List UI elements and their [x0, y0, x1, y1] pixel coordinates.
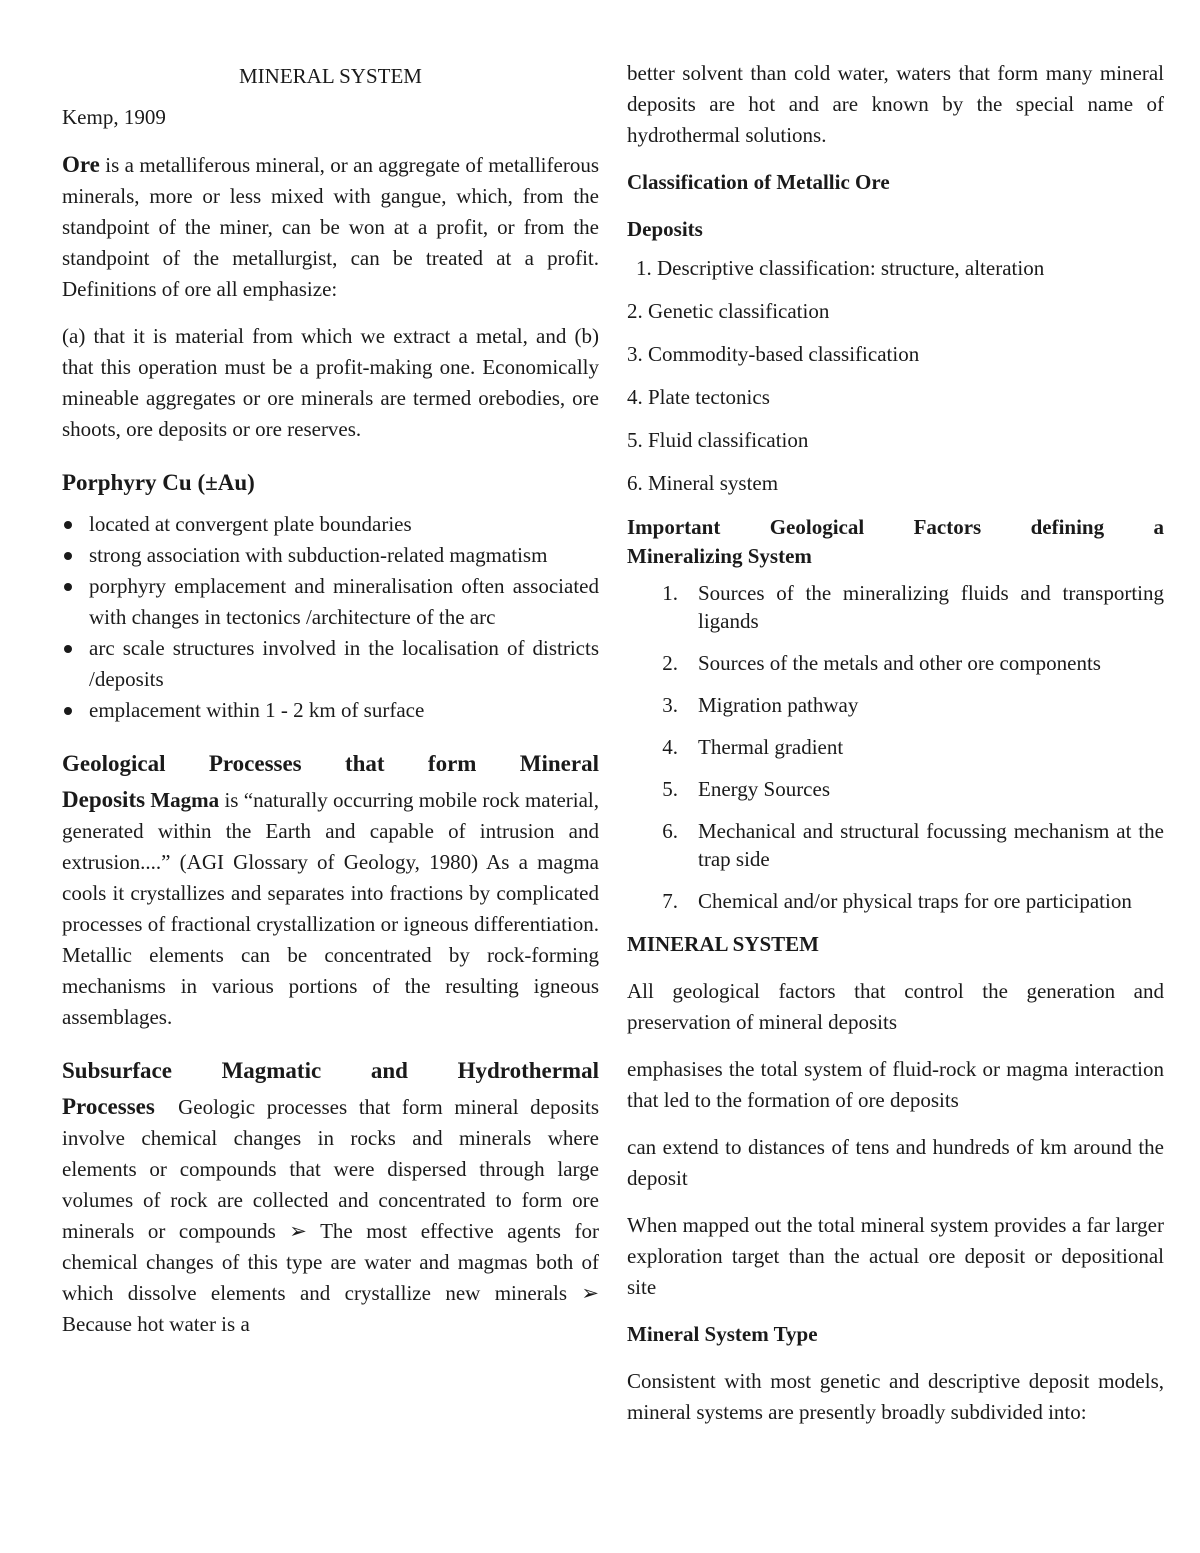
list-item-number: 7. [662, 889, 678, 913]
list-item-text: Thermal gradient [698, 735, 844, 759]
list-item-number: 4. [662, 735, 678, 759]
subsurface-heading-cont: Processes [62, 1094, 155, 1119]
list-item: porphyry emplacement and mineralisation often associated with changes in tectonics /architecture of the arc [62, 571, 599, 633]
list-item: strong association with subduction-related magmatism [62, 540, 599, 571]
list-item-number: 2. [662, 651, 678, 675]
list-item: 5. Fluid classification [627, 428, 809, 452]
mineral-system-heading: MINERAL SYSTEM [627, 932, 819, 956]
list-item: 3. Commodity-based classification [627, 342, 920, 366]
mineral-system-paragraph: emphasises the total system of fluid-rock or magma interaction that led to the formation of ore deposits [627, 1057, 1164, 1112]
mineral-system-paragraph: When mapped out the total mineral system provides a far larger exploration target than the actual ore deposit or depositional site [627, 1213, 1164, 1299]
list-item [627, 691, 1164, 719]
list-item-text: Mechanical and structural focussing mechanism at the trap side [698, 819, 1164, 871]
mineral-system-paragraph: can extend to distances of tens and hundreds of km around the deposit [627, 1135, 1164, 1190]
list-item-text: Migration pathway [698, 693, 859, 717]
ore-emphasis-paragraph: (a) that it is material from which we extract a metal, and (b) that this operation must be a profit-making one. Economically mineable aggregates or ore minerals are termed orebodies, ore shoots, ore deposits or ore reserves. [62, 324, 599, 441]
list-item: located at convergent plate boundaries [62, 509, 599, 540]
list-item-text: Energy Sources [698, 777, 830, 801]
list-item: arc scale structures involved in the localisation of districts /deposits [62, 633, 599, 695]
list-item: 1. Descriptive classification: structure, alteration [636, 256, 1045, 280]
list-item [627, 733, 1164, 761]
list-item: 6. Mineral system [627, 471, 779, 495]
factors-heading-line1: Important Geological Factors defining a [627, 515, 1164, 539]
factors-list [627, 579, 1164, 915]
list-item-number: 6. [662, 819, 678, 843]
mineral-system-type-heading: Mineral System Type [627, 1322, 818, 1346]
left-column [62, 58, 605, 1340]
list-item [627, 887, 1164, 915]
subsurface-heading: Subsurface Magmatic and Hydrothermal [62, 1058, 599, 1083]
ore-definition-paragraph [62, 149, 599, 305]
geological-processes-heading: Geological Processes that form Mineral [62, 751, 599, 776]
mineral-system-paragraph: All geological factors that control the generation and preservation of mineral deposits [627, 979, 1164, 1034]
classification-heading: Classification of Metallic Ore [627, 170, 890, 194]
continuation-paragraph: better solvent than cold water, waters that form many mineral deposits are hot and are known by the special name of hydrothermal solutions. [627, 61, 1164, 147]
porphyry-bullet-list [62, 509, 599, 726]
factors-heading-line2: Mineralizing System [627, 544, 812, 568]
factors-heading [627, 513, 1164, 571]
right-column [627, 58, 1164, 1428]
ore-term: Ore [62, 152, 100, 177]
list-item-text: Chemical and/or physical traps for ore participation [698, 889, 1132, 913]
porphyry-heading: Porphyry Cu (±Au) [62, 470, 255, 495]
document-title: MINERAL SYSTEM [239, 64, 422, 88]
list-item-text: Sources of the metals and other ore components [698, 651, 1101, 675]
deposits-heading: Deposits [627, 217, 703, 241]
list-item-number: 1. [662, 581, 678, 605]
list-item [627, 579, 1164, 635]
list-item [627, 775, 1164, 803]
mineral-system-type-paragraph: Consistent with most genetic and descriptive deposit models, mineral systems are presently broadly subdivided into: [627, 1369, 1164, 1424]
classification-list [627, 253, 1164, 499]
geological-processes-heading-cont: Deposits [62, 787, 146, 812]
subsurface-text: Geologic processes that form mineral deposits involve chemical changes in rocks and minerals where elements or compounds that were dispersed through large volumes of rock are collected and concentrated to form ore minerals or compounds ➢ The most effective agents for chemical changes of this type are water and magmas both of which dissolve elements and crystallize new minerals ➢ Because hot water is a [62, 1095, 605, 1336]
list-item [627, 649, 1164, 677]
subsurface-paragraph [62, 1091, 605, 1340]
list-item [627, 817, 1164, 873]
list-item-number: 3. [662, 693, 678, 717]
magma-text: is “naturally occurring mobile rock material, generated within the Earth and capable of intrusion and extrusion....” (AGI Glossary of Geology, 1980) As a magma cools it crystallizes and separates into fractions by complicated processes of fractional crystallization or igneous differentiation. Metallic elements can be concentrated by rock-forming mechanisms in various portions of the resulting igneous assemblages. [62, 788, 599, 1029]
list-item: 2. Genetic classification [627, 299, 830, 323]
author-citation: Kemp, 1909 [62, 105, 166, 129]
magma-term: Magma [150, 788, 220, 812]
ore-definition-text: is a metalliferous mineral, or an aggregate of metalliferous minerals, more or less mixed with gangue, which, from the standpoint of the miner, can be won at a profit, or from the standpoint of the metallurgist, can be treated at a profit. Definitions of ore all emphasize: [62, 153, 599, 301]
list-item: 4. Plate tectonics [627, 385, 770, 409]
list-item: emplacement within 1 - 2 km of surface [62, 695, 599, 726]
magma-paragraph [62, 784, 599, 1033]
list-item-text: Sources of the mineralizing fluids and transporting ligands [698, 581, 1164, 633]
list-item-number: 5. [662, 777, 678, 801]
